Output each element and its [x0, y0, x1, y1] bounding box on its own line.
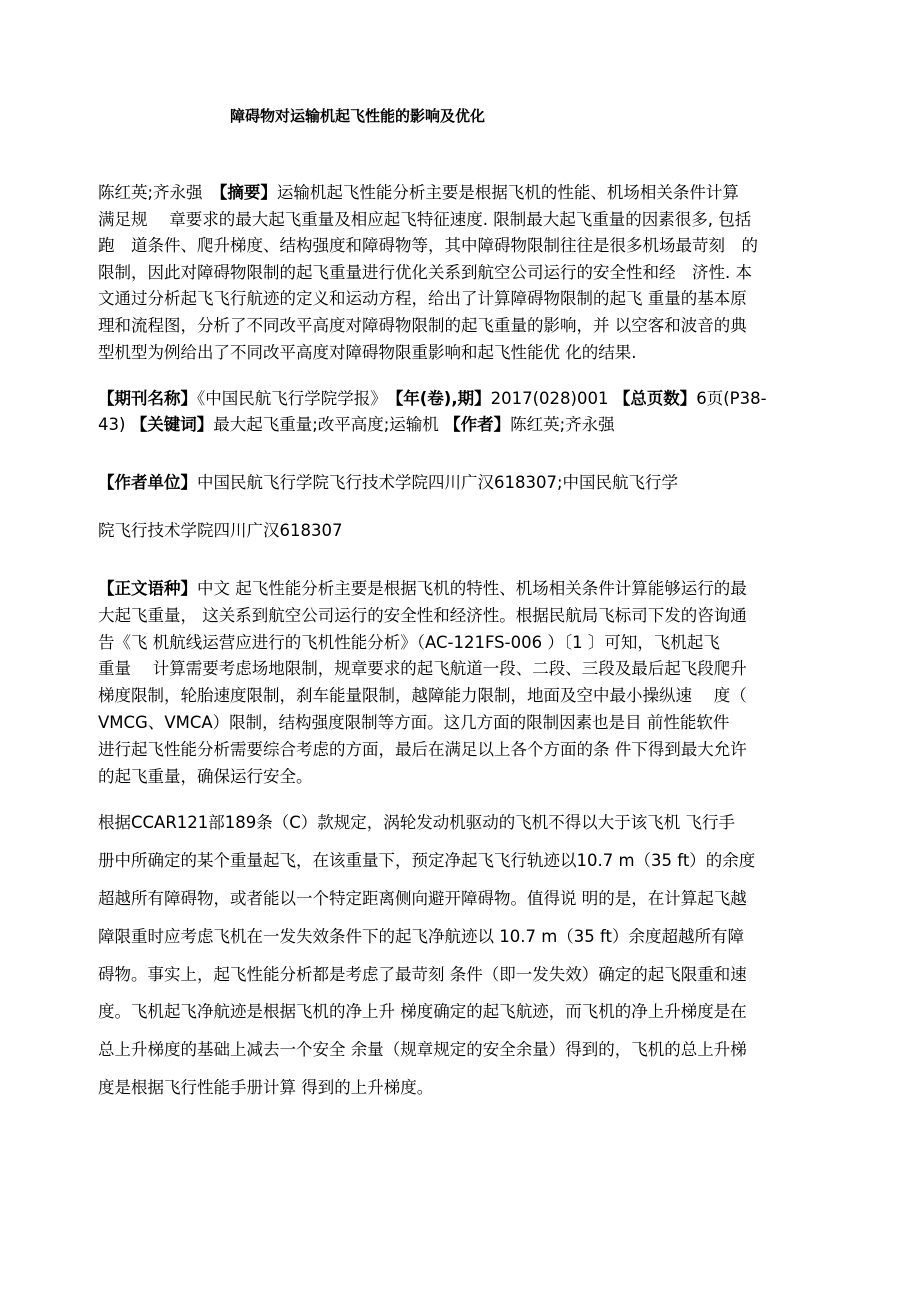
- language-label: 【正文语种】: [98, 579, 197, 598]
- abstract-line: 限制，因此对障碍物限制的起飞重量进行优化关系到航空公司运行的安全性和经 济性. 本: [98, 262, 752, 282]
- journal-pages-label: 【总页数】: [613, 389, 697, 408]
- journal-name-label: 【期刊名称】: [98, 389, 197, 408]
- body-line: 超越所有障碍物，或者能以一个特定距离侧向避开障碍物。值得说 明的是，在计算起飞越: [98, 888, 747, 908]
- body-line: 重量 计算需要考虑场地限制，规章要求的起飞航道一段、二段、三段及最后起飞段爬升: [98, 659, 747, 679]
- body-paragraph-1: [98, 576, 830, 790]
- body-paragraph-2: [98, 804, 830, 1107]
- body-line: 总上升梯度的基础上减去一个安全 余量（规章规定的安全余量）得到的，飞机的总上升梯: [98, 1040, 747, 1060]
- body-line: 度是根据飞行性能手册计算 得到的上升梯度。: [98, 1078, 434, 1098]
- author-label: 【作者】: [444, 415, 511, 434]
- keywords-label: 【关键词】: [130, 415, 214, 434]
- abstract-text: 运输机起飞性能分析主要是根据飞机的性能、机场相关条件计算: [276, 183, 739, 202]
- body-line: 进行起飞性能分析需要综合考虑的方面，最后在满足以上各个方面的条 件下得到最大允许: [98, 739, 747, 759]
- journal-info-line: [98, 412, 830, 438]
- author-unit-line: [98, 470, 830, 496]
- body-line: 根据CCAR121部189条（C）款规定，涡轮发动机驱动的飞机不得以大于该飞机 飞行手: [98, 813, 736, 832]
- abstract-label: 【摘要】: [219, 183, 277, 202]
- abstract-line: 理和流程图，分析了不同改平高度对障碍物限制的起飞重量的影响，并 以空客和波音的典: [98, 315, 747, 335]
- body-line: 度。飞机起飞净航迹是根据飞机的净上升 梯度确定的起飞航迹，而飞机的净上升梯度是在: [98, 1002, 747, 1022]
- body-line: VMCG、VMCA）限制，结构强度限制等方面。这几方面的限制因素也是目 前性能软件: [98, 712, 730, 732]
- abstract-authors: 陈红英;齐永强: [98, 183, 203, 202]
- abstract-line: [98, 180, 830, 207]
- author-value: 陈红英;齐永强: [510, 415, 615, 434]
- author-unit-section: [98, 470, 830, 496]
- journal-year-label: 【年(卷),期】: [395, 389, 491, 408]
- body-line: 的起飞重量，确保运行安全。: [98, 766, 313, 786]
- abstract-line: 型机型为例给出了不同改平高度对障碍物限重影响和起飞性能优 化的结果.: [98, 342, 637, 362]
- keywords-value: 最大起飞重量;改平高度;运输机: [213, 415, 439, 434]
- body-text: 中文 起飞性能分析主要是根据飞机的特性、机场相关条件计算能够运行的最: [197, 579, 747, 598]
- journal-info-line: [98, 386, 830, 412]
- journal-info-section: [98, 386, 830, 438]
- abstract-line: 文通过分析起飞飞行航迹的定义和运动方程，给出了计算障碍物限制的起飞 重量的基本原: [98, 289, 747, 309]
- body-line: 告《飞 机航线运营应进行的飞机性能分析》（AC-121FS-006 ）〔1 〕可知，飞机起飞: [98, 632, 720, 652]
- abstract-section: [98, 180, 830, 366]
- body-line: [98, 576, 830, 603]
- body-line: 大起飞重量， 这关系到航空公司运行的安全性和经济性。根据民航局飞标司下发的咨询通: [98, 605, 747, 625]
- body-line: 碍物。事实上，起飞性能分析都是考虑了最苛刻 条件（即一发失效）确定的起飞限重和速: [98, 964, 747, 984]
- journal-pages-value: 6页(P38-: [696, 389, 767, 408]
- body-line: 障限重时应考虑飞机在一发失效条件下的起飞净航迹以 10.7 m（35 ft）余度超越所有障: [98, 926, 745, 946]
- body-line: 梯度限制，轮胎速度限制，刹车能量限制，越障能力限制，地面及空中最小操纵速 度（: [98, 686, 747, 706]
- body-line: 册中所确定的某个重量起飞，在该重量下，预定净起飞飞行轨迹以10.7 m（35 ft）的余度: [98, 850, 756, 870]
- journal-year-value: 2017(028)001: [490, 389, 609, 408]
- author-unit-continuation: [98, 518, 830, 544]
- journal-name-value: 《中国民航飞行学院学报》: [197, 389, 379, 408]
- abstract-line: 跑 道条件、爬升梯度、结构强度和障碍物等，其中障碍物限制往往是很多机场最苛刻 的: [98, 236, 758, 256]
- document-title: 障碍物对运输机起飞性能的影响及优化: [230, 107, 486, 125]
- author-unit-line: 院飞行技术学院四川广汉618307: [98, 521, 343, 540]
- author-unit-value: 中国民航飞行学院飞行技术学院四川广汉618307;中国民航飞行学: [197, 473, 679, 492]
- journal-pages-value-cont: 43): [98, 415, 126, 434]
- author-unit-label: 【作者单位】: [98, 473, 197, 492]
- abstract-line: 满足规 章要求的最大起飞重量及相应起飞特征速度. 限制最大起飞重量的因素很多, 包括: [98, 209, 752, 229]
